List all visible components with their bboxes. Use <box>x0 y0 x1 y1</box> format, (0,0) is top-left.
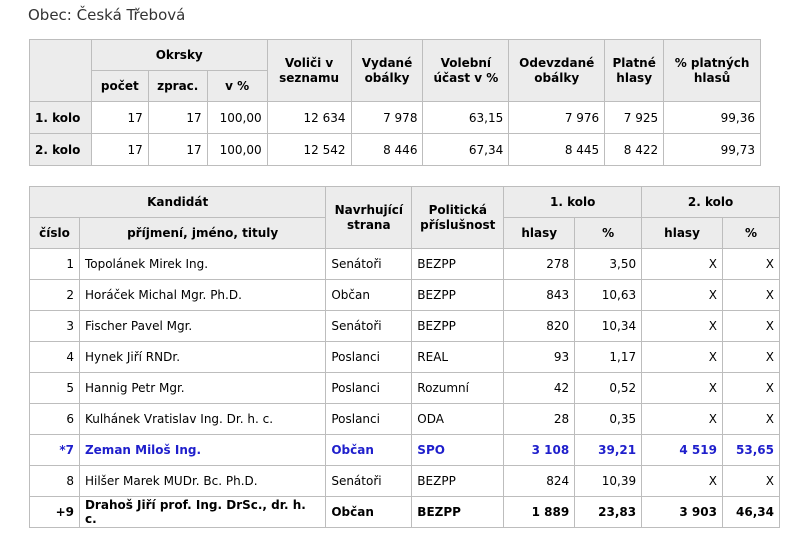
header-jmeno: příjmení, jméno, tituly <box>79 218 325 249</box>
table-row <box>30 373 780 404</box>
table-cell: 63,15 <box>423 102 509 134</box>
candidate-party: Občan <box>326 497 412 528</box>
table-row <box>30 134 761 166</box>
table-cell: 99,73 <box>664 134 761 166</box>
header-cislo: číslo <box>30 218 80 249</box>
round2-pct: X <box>722 280 779 311</box>
round2-pct: X <box>722 342 779 373</box>
table-cell: 12 634 <box>267 102 351 134</box>
round2-votes: X <box>642 342 723 373</box>
header-platne: Platné hlasy <box>605 40 664 102</box>
round1-votes: 42 <box>504 373 575 404</box>
round2-votes: X <box>642 466 723 497</box>
page-title: Obec: Česká Třebová <box>28 6 186 24</box>
round-label: 1. kolo <box>30 102 92 134</box>
table-cell: 8 446 <box>351 134 423 166</box>
round2-pct: 46,34 <box>722 497 779 528</box>
round2-pct: X <box>722 404 779 435</box>
table-cell: 17 <box>91 102 148 134</box>
table-row-winner <box>30 435 780 466</box>
candidate-name: Kulhánek Vratislav Ing. Dr. h. c. <box>79 404 325 435</box>
candidate-affiliation: ODA <box>412 404 504 435</box>
table-cell: 100,00 <box>207 134 267 166</box>
candidate-name: Drahoš Jiří prof. Ing. DrSc., dr. h. c. <box>79 497 325 528</box>
table-row-runner-up <box>30 497 780 528</box>
candidate-number: 8 <box>30 466 80 497</box>
header-volici: Voliči v seznamu <box>267 40 351 102</box>
table-cell: 8 445 <box>509 134 605 166</box>
summary-corner <box>30 40 92 102</box>
header-kolo2: 2. kolo <box>642 187 780 218</box>
table-cell: 100,00 <box>207 102 267 134</box>
round2-pct: 53,65 <box>722 435 779 466</box>
candidate-name: Hannig Petr Mgr. <box>79 373 325 404</box>
candidates-table <box>29 186 780 528</box>
round1-votes: 843 <box>504 280 575 311</box>
header-pct2: % <box>722 218 779 249</box>
candidate-affiliation: BEZPP <box>412 311 504 342</box>
candidate-affiliation: REAL <box>412 342 504 373</box>
table-cell: 7 976 <box>509 102 605 134</box>
round1-pct: 3,50 <box>575 249 642 280</box>
candidate-number: +9 <box>30 497 80 528</box>
candidate-name: Hynek Jiří RNDr. <box>79 342 325 373</box>
table-row <box>30 342 780 373</box>
header-pocet: počet <box>91 71 148 102</box>
candidate-party: Poslanci <box>326 342 412 373</box>
round1-votes: 3 108 <box>504 435 575 466</box>
round1-pct: 23,83 <box>575 497 642 528</box>
round2-pct: X <box>722 311 779 342</box>
table-row <box>30 404 780 435</box>
round2-votes: X <box>642 311 723 342</box>
candidate-affiliation: BEZPP <box>412 280 504 311</box>
candidate-number: *7 <box>30 435 80 466</box>
candidate-party: Senátoři <box>326 466 412 497</box>
round1-pct: 10,34 <box>575 311 642 342</box>
candidate-affiliation: BEZPP <box>412 466 504 497</box>
round2-votes: X <box>642 249 723 280</box>
header-kolo1: 1. kolo <box>504 187 642 218</box>
header-pct1: % <box>575 218 642 249</box>
candidate-affiliation: BEZPP <box>412 249 504 280</box>
round2-pct: X <box>722 466 779 497</box>
candidate-party: Senátoři <box>326 249 412 280</box>
candidate-number: 3 <box>30 311 80 342</box>
round2-pct: X <box>722 373 779 404</box>
header-hlasy1: hlasy <box>504 218 575 249</box>
table-row <box>30 311 780 342</box>
candidate-party: Poslanci <box>326 404 412 435</box>
round2-votes: X <box>642 404 723 435</box>
round1-votes: 28 <box>504 404 575 435</box>
table-cell: 67,34 <box>423 134 509 166</box>
header-ucast: Volební účast v % <box>423 40 509 102</box>
candidate-name: Hilšer Marek MUDr. Bc. Ph.D. <box>79 466 325 497</box>
round1-pct: 1,17 <box>575 342 642 373</box>
table-cell: 17 <box>148 102 207 134</box>
round1-pct: 0,35 <box>575 404 642 435</box>
table-cell: 8 422 <box>605 134 664 166</box>
table-cell: 17 <box>148 134 207 166</box>
candidate-affiliation: SPO <box>412 435 504 466</box>
header-hlasy2: hlasy <box>642 218 723 249</box>
candidate-party: Poslanci <box>326 373 412 404</box>
table-cell: 17 <box>91 134 148 166</box>
candidate-number: 5 <box>30 373 80 404</box>
round2-votes: X <box>642 373 723 404</box>
table-row <box>30 280 780 311</box>
header-odevzdane: Odevzdané obálky <box>509 40 605 102</box>
round1-pct: 10,39 <box>575 466 642 497</box>
header-vydane: Vydané obálky <box>351 40 423 102</box>
round1-votes: 1 889 <box>504 497 575 528</box>
round1-pct: 0,52 <box>575 373 642 404</box>
header-pct-platnych: % platných hlasů <box>664 40 761 102</box>
round1-votes: 278 <box>504 249 575 280</box>
candidate-number: 4 <box>30 342 80 373</box>
candidate-number: 2 <box>30 280 80 311</box>
round1-votes: 820 <box>504 311 575 342</box>
round2-votes: 4 519 <box>642 435 723 466</box>
header-vpct: v % <box>207 71 267 102</box>
header-zprac: zprac. <box>148 71 207 102</box>
round2-votes: 3 903 <box>642 497 723 528</box>
candidate-name: Fischer Pavel Mgr. <box>79 311 325 342</box>
round1-pct: 10,63 <box>575 280 642 311</box>
candidate-name: Horáček Michal Mgr. Ph.D. <box>79 280 325 311</box>
candidate-party: Občan <box>326 435 412 466</box>
round1-pct: 39,21 <box>575 435 642 466</box>
candidate-affiliation: BEZPP <box>412 497 504 528</box>
header-prislusnost: Politická příslušnost <box>412 187 504 249</box>
header-kandidat: Kandidát <box>30 187 326 218</box>
table-cell: 12 542 <box>267 134 351 166</box>
candidate-number: 1 <box>30 249 80 280</box>
candidate-number: 6 <box>30 404 80 435</box>
candidate-party: Občan <box>326 280 412 311</box>
header-okrsky: Okrsky <box>91 40 267 71</box>
candidate-name: Topolánek Mirek Ing. <box>79 249 325 280</box>
round-label: 2. kolo <box>30 134 92 166</box>
round2-pct: X <box>722 249 779 280</box>
table-row <box>30 249 780 280</box>
header-strana: Navrhující strana <box>326 187 412 249</box>
candidate-name: Zeman Miloš Ing. <box>79 435 325 466</box>
table-cell: 7 978 <box>351 102 423 134</box>
table-row <box>30 466 780 497</box>
round1-votes: 824 <box>504 466 575 497</box>
candidate-party: Senátoři <box>326 311 412 342</box>
summary-table <box>29 39 761 166</box>
table-row <box>30 102 761 134</box>
table-cell: 99,36 <box>664 102 761 134</box>
candidate-affiliation: Rozumní <box>412 373 504 404</box>
round1-votes: 93 <box>504 342 575 373</box>
round2-votes: X <box>642 280 723 311</box>
table-cell: 7 925 <box>605 102 664 134</box>
